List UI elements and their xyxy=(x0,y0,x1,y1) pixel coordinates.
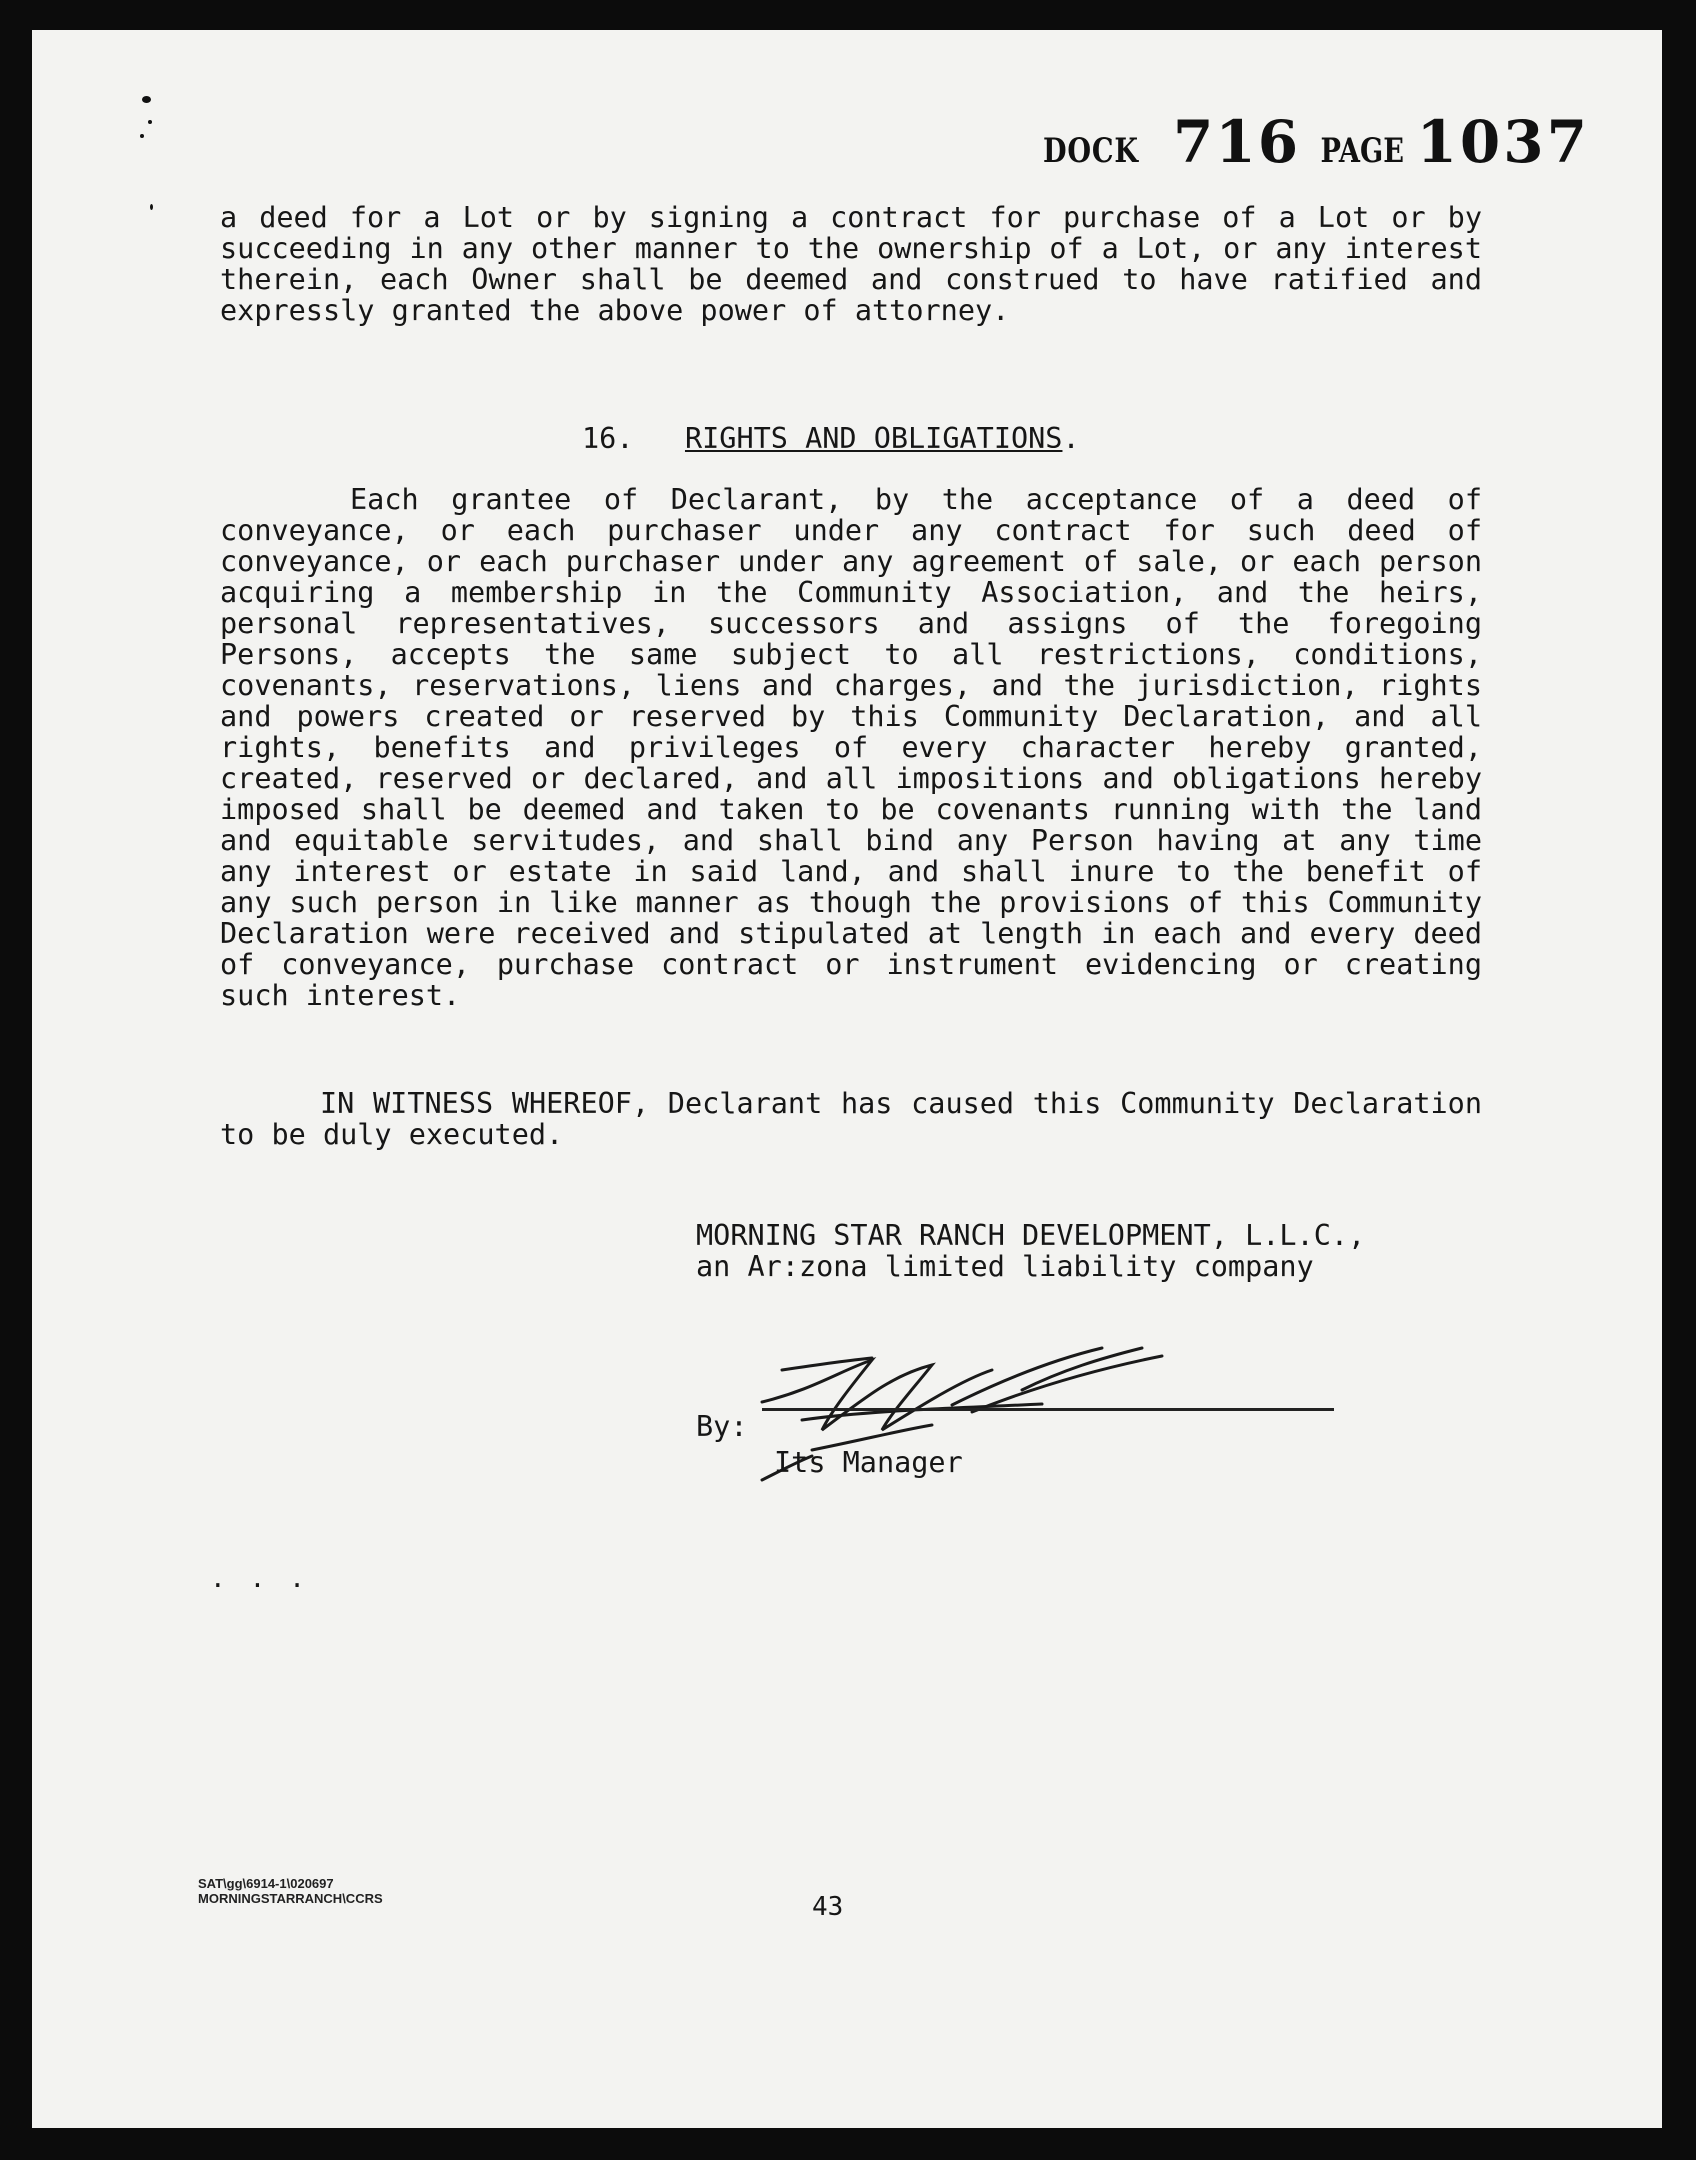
paragraph-rights-obligations: Each grantee of Declarant, by the acceptance of a deed of conveyance, or each purchaser under any contract for such deed of conveyance, or each purchaser under any agreement of sale, or each person acquiring a membership in the Community Association, and the heirs, personal representatives, successors and assigns of the foregoing Persons, accepts the same subject to all restrictions, conditions, covenants, reservations, liens and charges, and the jurisdiction, rights and powers created or reserved by this Community Declaration, and all rights, benefits and privileges of every character hereby granted, created, reserved or declared, and all impositions and obligations hereby imposed shall be deemed and taken to be covenants running with the land and equitable servitudes, and shall bind any Person having at any time any interest or estate in said land, and shall inure to the benefit of any such person in like manner as though the provisions of this Community Declaration were received and stipulated at length in each and every deed of conveyance, purchase contract or instrument evidencing or creating such interest. xyxy=(220,483,1482,1012)
scan-speck xyxy=(150,204,153,210)
paragraph-witness: IN WITNESS WHEREOF, Declarant has caused this Community Declaration to be duly executed. xyxy=(220,1087,1482,1151)
file-reference xyxy=(198,1876,383,1906)
section-title: RIGHTS AND OBLIGATIONS xyxy=(684,422,1063,455)
company-name: MORNING STAR RANCH DEVELOPMENT, L.L.C., xyxy=(696,1219,1366,1252)
book-number: 716 xyxy=(1173,108,1301,176)
scan-speck xyxy=(142,96,151,103)
page-label: PAGE xyxy=(1320,131,1405,171)
book-page-stamp xyxy=(1043,108,1590,176)
recorded-page-number: 1037 xyxy=(1416,108,1590,176)
by-label: By: xyxy=(696,1410,748,1443)
file-code-line-2: MORNINGSTARRANCH\CCRS xyxy=(198,1891,383,1906)
signatory-title: Its Manager xyxy=(774,1446,963,1479)
company-description: an Ar:zona limited liability company xyxy=(696,1250,1314,1283)
page-number: 43 xyxy=(812,1892,844,1922)
book-label: DOCK xyxy=(1043,131,1140,171)
signature-line xyxy=(762,1408,1334,1411)
ellipsis-marks: ... xyxy=(210,1564,329,1594)
file-code-line-1: SAT\gg\6914-1\020697 xyxy=(198,1876,334,1891)
section-heading xyxy=(582,422,1080,455)
scan-speck xyxy=(148,120,152,124)
paragraph-power-of-attorney: a deed for a Lot or by signing a contract for purchase of a Lot or by succeeding in any other manner to the ownership of a Lot, or any interest therein, each Owner shall be deemed and construed to have ratified and expressly granted the above power of attorney. xyxy=(220,201,1482,327)
section-number: 16. xyxy=(582,422,634,455)
scan-speck xyxy=(140,134,144,138)
handwritten-signature xyxy=(722,1330,1282,1510)
section-title-period: . xyxy=(1062,422,1080,455)
signatory-company xyxy=(696,1220,1365,1282)
document-page xyxy=(32,30,1662,2128)
